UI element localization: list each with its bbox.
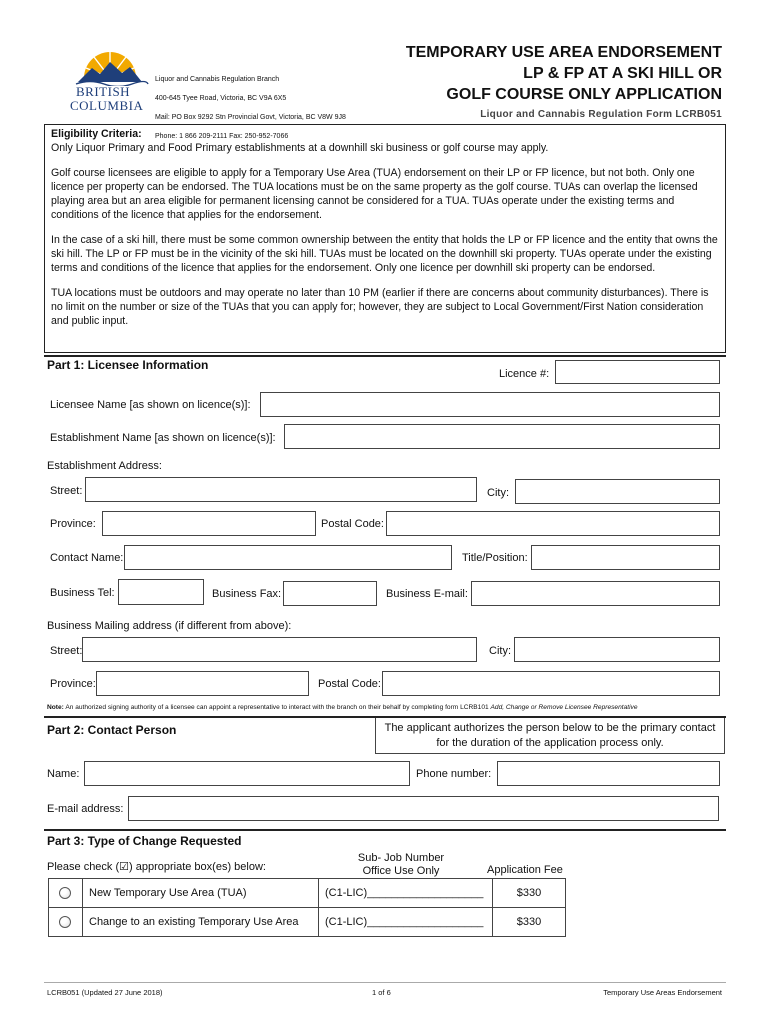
business-fax-label: Business Fax:: [212, 588, 282, 600]
licensee-name-label: Licensee Name [as shown on licence(s)]:: [50, 399, 251, 411]
form-number: Liquor and Cannabis Regulation Form LCRB051: [480, 109, 722, 120]
contact-person-name-input[interactable]: [84, 761, 410, 786]
establishment-name-input[interactable]: [284, 424, 720, 449]
radio-new-tua[interactable]: [59, 887, 71, 899]
part3-title: Part 3: Type of Change Requested: [47, 834, 242, 848]
eligibility-box: [44, 124, 726, 353]
subjob-code-new: (C1-LIC)___________________: [319, 879, 493, 908]
contact-name-input[interactable]: [124, 545, 452, 570]
mailing-city-input[interactable]: [514, 637, 720, 662]
footer-left: LCRB051 (Updated 27 June 2018): [47, 988, 163, 997]
fee-existing: $330: [493, 908, 566, 937]
branch-name: Liquor and Cannabis Regulation Branch: [155, 75, 280, 83]
city-label: City:: [487, 487, 509, 499]
establishment-name-label: Establishment Name [as shown on licence(s)]:: [50, 432, 276, 444]
licence-number-input[interactable]: [555, 360, 720, 384]
province-input[interactable]: [102, 511, 316, 536]
part2-title: Part 2: Contact Person: [47, 723, 177, 737]
subjob-header: [352, 852, 450, 878]
authorization-box: [375, 718, 725, 754]
radio-cell: [49, 908, 83, 937]
note-bold: Note:: [47, 704, 64, 711]
part3-divider: [44, 829, 726, 831]
branch-address-line: 400-645 Tyee Road, Victoria, BC V9A 6X5: [155, 94, 287, 102]
eligibility-p2: Golf course licensees are eligible to apply for a Temporary Use Area (TUA) endorsement on their LP or FP licence, but not both. Only one licence per property can be endorsed. The TUA locations must be on the same property as the golf course. TUAs can overlap the licensed playing area but an area eligible for permanent licensing cannot be considered for a TUA. TUAs operate under the existing terms and conditions of the licence that applies for the endorsement.: [51, 166, 698, 222]
phone-number-label: Phone number:: [416, 768, 492, 780]
radio-change-tua[interactable]: [59, 916, 71, 928]
title-position-label: Title/Position:: [462, 552, 528, 564]
contact-person-name-label: Name:: [47, 768, 80, 780]
footer-right: Temporary Use Areas Endorsement: [603, 988, 722, 997]
form-title: [406, 42, 722, 105]
form-title-line2: LP & FP AT A SKI HILL OR: [523, 65, 722, 82]
note-form-link[interactable]: Add, Change or Remove Licensee Representative: [490, 704, 638, 711]
check-instruction: Please check (☑) appropriate box(es) below:: [47, 861, 266, 873]
form-title-line3: GOLF COURSE ONLY APPLICATION: [446, 86, 722, 103]
fee-new: $330: [493, 879, 566, 908]
mailing-province-input[interactable]: [96, 671, 309, 696]
change-label-new: New Temporary Use Area (TUA): [83, 879, 319, 908]
table-row: [49, 879, 566, 908]
contact-name-label: Contact Name:: [50, 552, 124, 564]
eligibility-p3: In the case of a ski hill, there must be some common ownership between the entity that holds the LP or FP licence and the entity that owns the ski hill. The LP or FP must be in the vicinity of the ski hill. TUAs must be located on the downhill ski property. TUAs operate under the existing terms and conditions of the licence that applies for the endorsement. Only one licence per downhill ski property can be endorsed.: [51, 233, 718, 275]
table-row: [49, 908, 566, 937]
footer-divider: [44, 982, 726, 983]
eligibility-heading: Eligibility Criteria:: [51, 128, 142, 140]
branch-mail-line: Mail: PO Box 9292 Stn Provincial Govt, Victoria, BC V8W 9J8: [155, 113, 346, 121]
subjob-header-line2: Office Use Only: [362, 865, 440, 877]
business-email-input[interactable]: [471, 581, 720, 606]
subjob-code-existing: (C1-LIC)___________________: [319, 908, 493, 937]
phone-number-input[interactable]: [497, 761, 720, 786]
logo-text-columbia: COLUMBIA: [70, 98, 144, 113]
business-fax-input[interactable]: [283, 581, 377, 606]
business-tel-input[interactable]: [118, 579, 204, 605]
change-label-existing: Change to an existing Temporary Use Area: [83, 908, 319, 937]
province-label: Province:: [50, 518, 96, 530]
title-position-input[interactable]: [531, 545, 720, 570]
part1-divider: [44, 355, 726, 357]
licensee-name-input[interactable]: [260, 392, 720, 417]
change-type-table: [48, 878, 566, 937]
street-label: Street:: [50, 485, 83, 497]
eligibility-p1: Only Liquor Primary and Food Primary establishments at a downhill ski business or golf course may apply.: [51, 142, 549, 155]
contact-email-input[interactable]: [128, 796, 719, 821]
licence-number-label: Licence #:: [499, 368, 550, 380]
form-title-line1: TEMPORARY USE AREA ENDORSEMENT: [405, 44, 722, 61]
fee-header: Application Fee: [487, 864, 563, 876]
business-email-label: Business E-mail:: [386, 588, 468, 600]
postal-code-label: Postal Code:: [321, 518, 384, 530]
mailing-address-label: Business Mailing address (if different from above):: [47, 620, 292, 632]
mailing-province-label: Province:: [50, 678, 96, 690]
mailing-street-label: Street:: [50, 645, 83, 657]
eligibility-p4: TUA locations must be outdoors and may operate no later than 10 PM (earlier if there are concerns about community disturbances). There is no limit on the number or size of the TUAs that you can apply for; however, they are subject to Local Government/First Nation consideration and public input.: [51, 286, 709, 328]
part1-title: Part 1: Licensee Information: [47, 358, 209, 372]
mailing-postal-input[interactable]: [382, 671, 720, 696]
street-input[interactable]: [85, 477, 477, 502]
note-text: An authorized signing authority of a licensee can appoint a representative to interact with the branch on their behalf by completing form LCRB101: [63, 704, 491, 711]
subjob-header-line1: Sub- Job Number: [357, 852, 445, 864]
footer-page-number: 1 of 6: [372, 988, 391, 997]
city-input[interactable]: [515, 479, 720, 504]
bc-logo: [70, 42, 150, 114]
authorization-line1: The applicant authorizes the person below to be the primary contact: [384, 722, 716, 734]
contact-email-label: E-mail address:: [47, 803, 124, 815]
representative-note: [47, 704, 638, 711]
authorization-line2: for the duration of the application process only.: [436, 737, 664, 749]
business-tel-label: Business Tel:: [50, 587, 115, 599]
logo-text-british: BRITISH: [76, 84, 131, 99]
branch-phone-line: Phone: 1 866 209-2111 Fax: 250-952-7066: [155, 132, 289, 140]
mailing-postal-label: Postal Code:: [318, 678, 381, 690]
postal-code-input[interactable]: [386, 511, 720, 536]
radio-cell: [49, 879, 83, 908]
mailing-city-label: City:: [489, 645, 511, 657]
establishment-address-label: Establishment Address:: [47, 460, 162, 472]
bc-logo-emblem-icon: [70, 42, 150, 86]
mailing-street-input[interactable]: [82, 637, 477, 662]
